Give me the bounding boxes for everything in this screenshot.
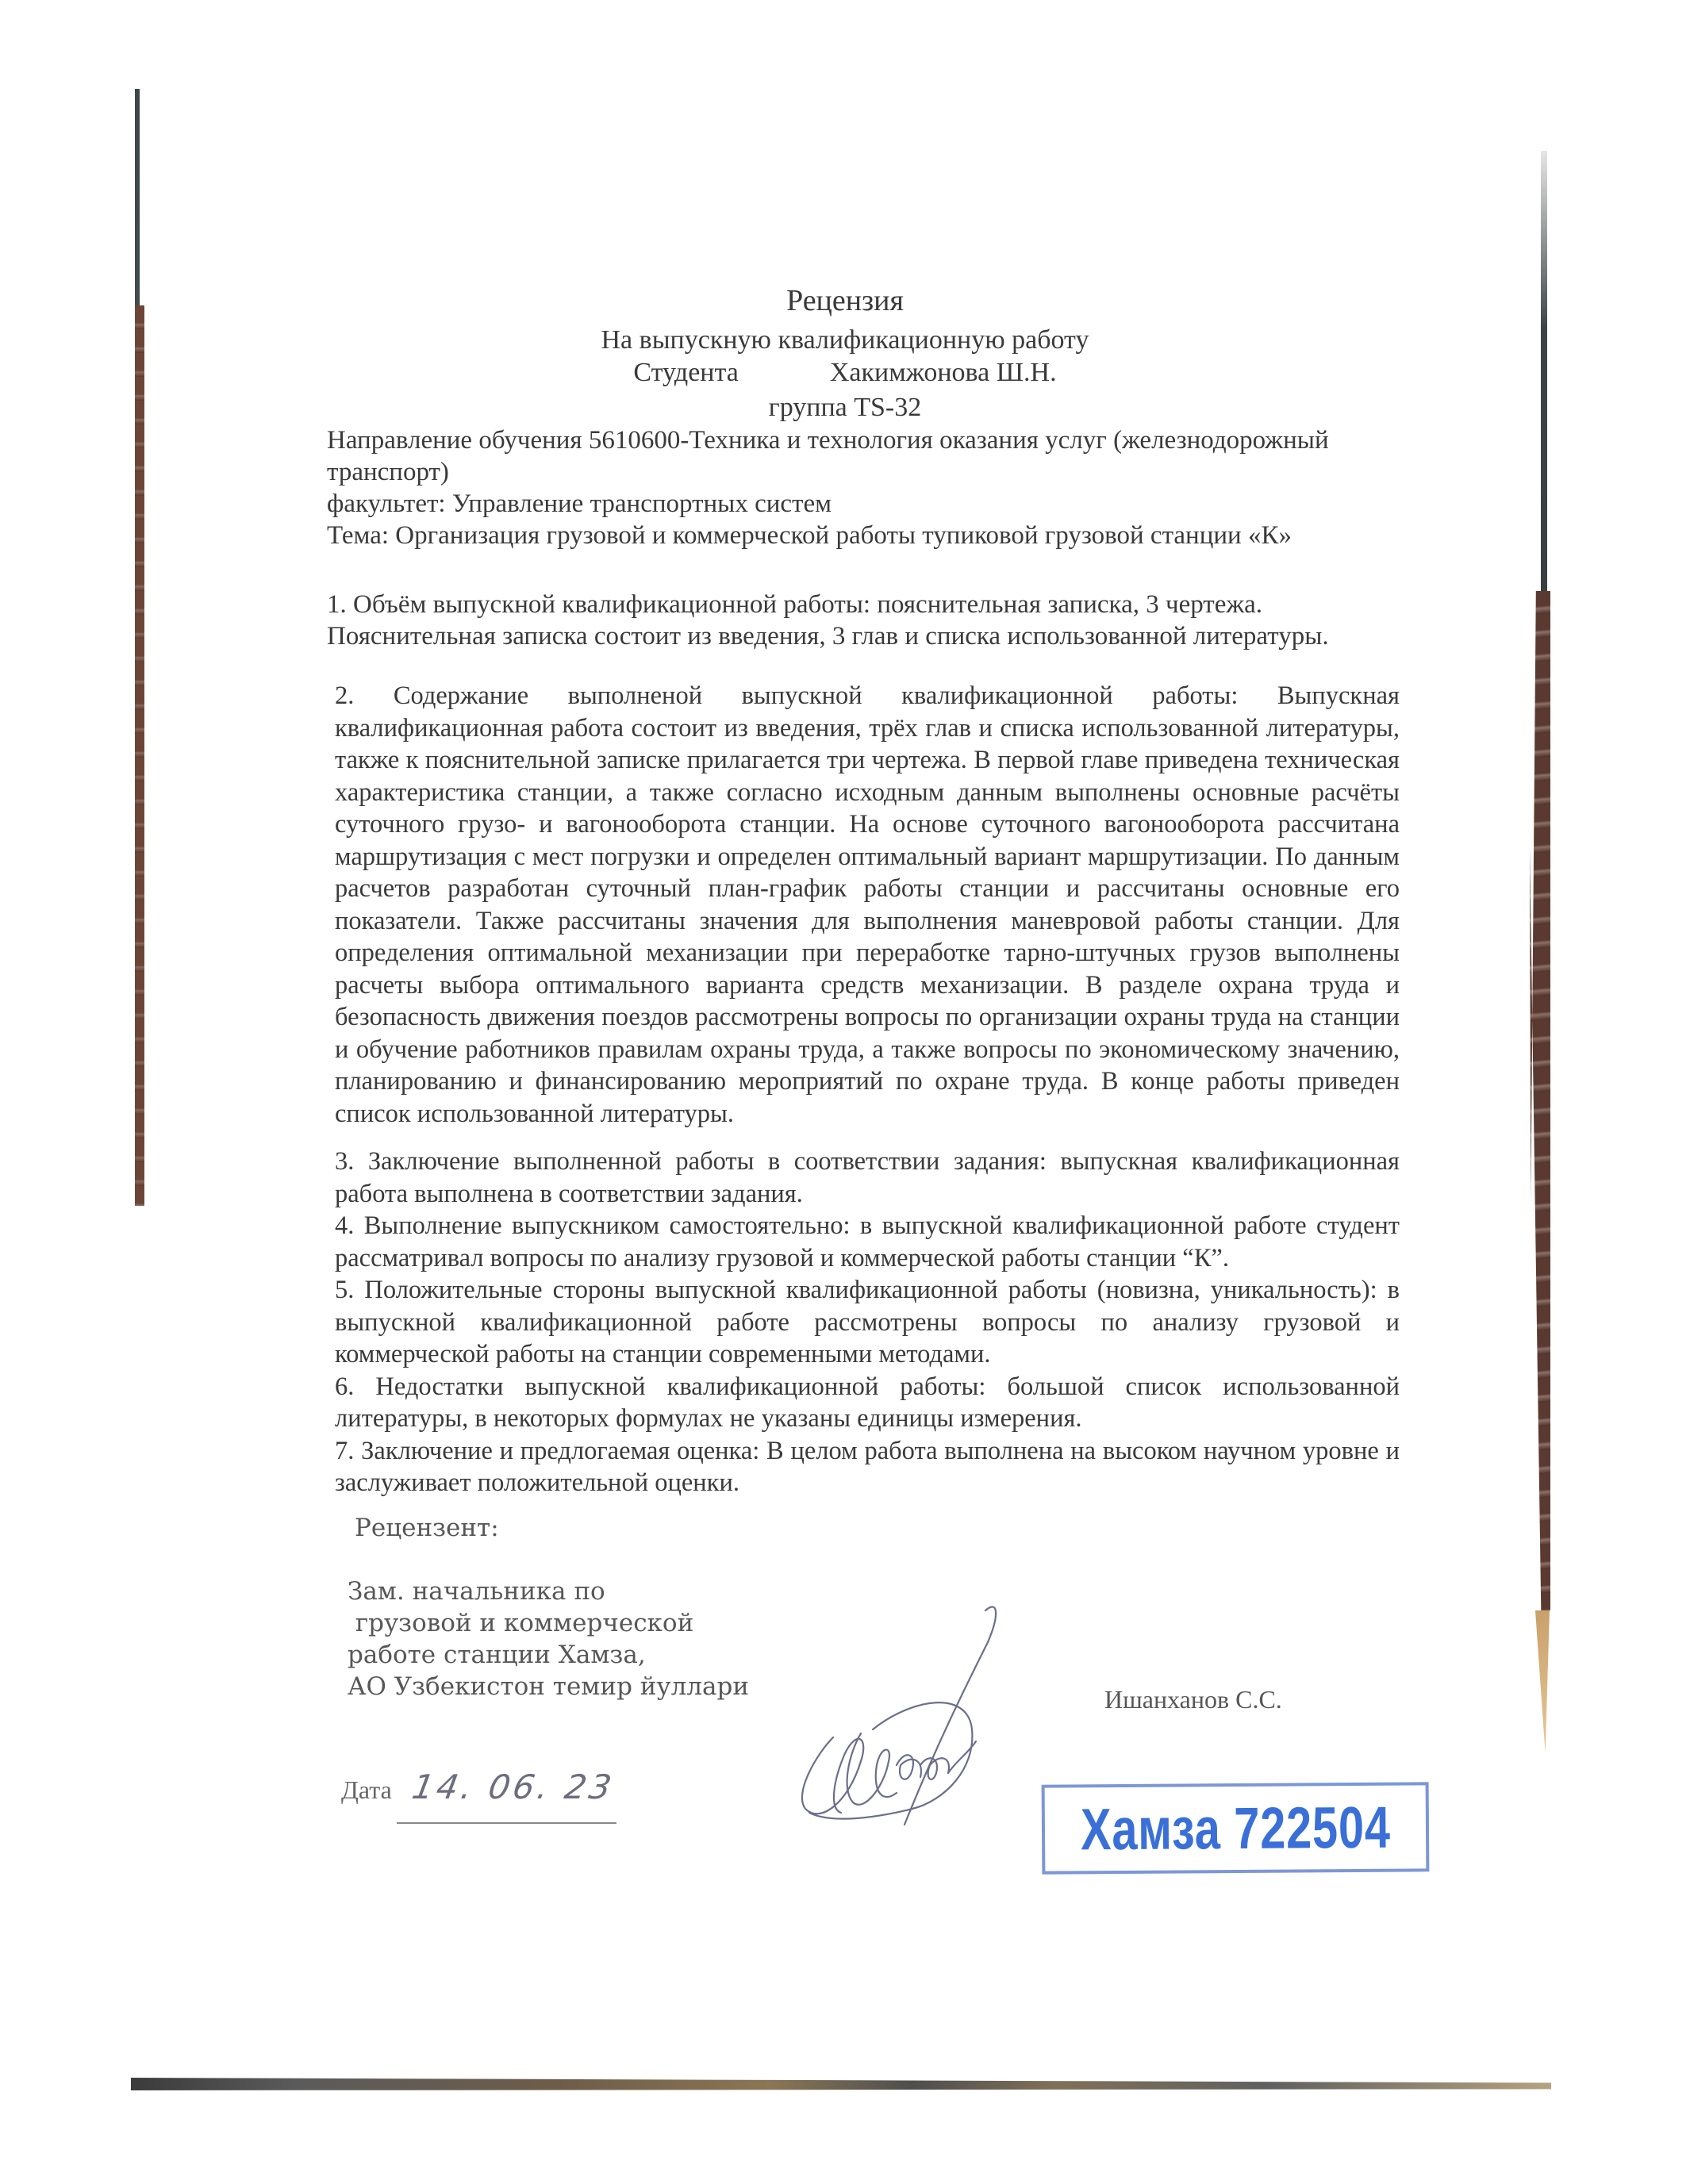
section-5-text: 5. Положительные стороны выпускной квалификационной работы (новизна, уникальность): в выпускной квалификационной работе рассмотрены вопросы по анализу грузовой и коммерческой работы на станции современными методами.	[335, 1276, 1400, 1368]
date-label: Дата	[341, 1775, 392, 1804]
topic: Тема: Организация грузовой и коммерческой работы тупиковой грузовой станции «К»	[327, 521, 1292, 550]
wood-background-right-tip	[1535, 1610, 1550, 1753]
reviewer-label: Рецензент:	[355, 1514, 499, 1542]
section-3-text: 3. Заключение выполненной работы в соответствии задания: выпускная квалификационная работа выполнена в соответствии задания.	[335, 1147, 1400, 1208]
date-handwritten: 14. 06. 23	[409, 1768, 618, 1806]
paper-edge-bottom	[131, 2078, 1551, 2090]
reviewer-name: Ишанханов С.С.	[1104, 1685, 1282, 1714]
section-4-text: 4. Выполнение выпускником самостоятельно: в выпускной квалификационной работе студент рассматривал вопросы по анализу грузовой и коммерческой работы станции “К”.	[335, 1211, 1400, 1272]
meta-info	[327, 424, 1412, 551]
position-line-2: грузовой и коммерческой	[348, 1609, 694, 1637]
section-7-text: 7. Заключение и предлогаемая оценка: В целом работа выполнена на высоком научном уровне и заслуживает положительной оценки.	[335, 1436, 1400, 1497]
student-name: Хакимжонова Ш.Н.	[829, 358, 1057, 387]
direction-line-2: транспорт)	[327, 458, 449, 486]
section-2	[335, 680, 1400, 1130]
section-1	[327, 589, 1412, 652]
stamp-text: Хамза 722504	[1080, 1794, 1391, 1863]
position-line-4: АО Узбекистон темир йуллари	[348, 1672, 750, 1701]
faculty: факультет: Управление транспортных систем	[327, 489, 832, 518]
station-stamp	[1042, 1782, 1430, 1874]
section-6-text: 6. Недостатки выпускной квалификационной работы: большой список использованной литературы, в некоторых формулах не указаны единицы измерения.	[335, 1372, 1400, 1433]
wood-background-left	[135, 305, 144, 1206]
document-subtitle: На выпускную квалификационную работу	[601, 325, 1089, 355]
student-label: Студента	[633, 358, 739, 387]
direction-line-1: Направление обучения 5610600-Техника и технология оказания услуг (железнодорожный	[327, 426, 1329, 455]
document-title: Рецензия	[786, 284, 904, 317]
position-line-3: работе станции Хамза,	[348, 1641, 646, 1669]
student-line	[0, 358, 1690, 388]
student-group: группа TS-32	[768, 393, 922, 422]
reviewer-position	[348, 1576, 749, 1702]
section-1-line-2: Пояснительная записка состоит из введения, 3 глав и списка использованной литературы.	[327, 622, 1329, 651]
sections-3-7	[335, 1146, 1400, 1499]
position-line-1: Зам. начальника по	[348, 1577, 605, 1606]
section-1-line-1: 1. Объём выпускной квалификационной работы: пояснительная записка, 3 чертежа.	[327, 590, 1263, 619]
wood-background-right	[1530, 591, 1550, 1610]
section-2-text: 2. Содержание выполненой выпускной квалификационной работы: Выпускная квалификационная работа состоит из введения, трёх глав и списка использованной литературы, также к пояснительной записке прилагается три чертежа. В первой главе приведена техническая характеристика станции, а также согласно исходным данным выполнены основные расчёты суточного грузо- и вагонооборота станции. На основе суточного вагонооборота рассчитана маршрутизация с мест погрузки и определен оптимальный вариант маршрутизации. По данным расчетов разработан суточный план-график работы станции и рассчитаны основные его показатели. Также рассчитаны значения для выполнения маневровой работы станции. Для определения оптимальной механизации при переработке тарно-штучных грузов выполнены расчеты выбора оптимального варианта средств механизации. В разделе охрана труда и безопасность движения поездов рассмотрены вопросы по организации охраны труда на станции и обучение работников правилам охраны труда, а также вопросы по экономическому значению, планированию и финансированию мероприятий по охране труда. В конце работы приведен список использованной литературы.	[335, 681, 1400, 1128]
date-underline	[397, 1822, 616, 1824]
